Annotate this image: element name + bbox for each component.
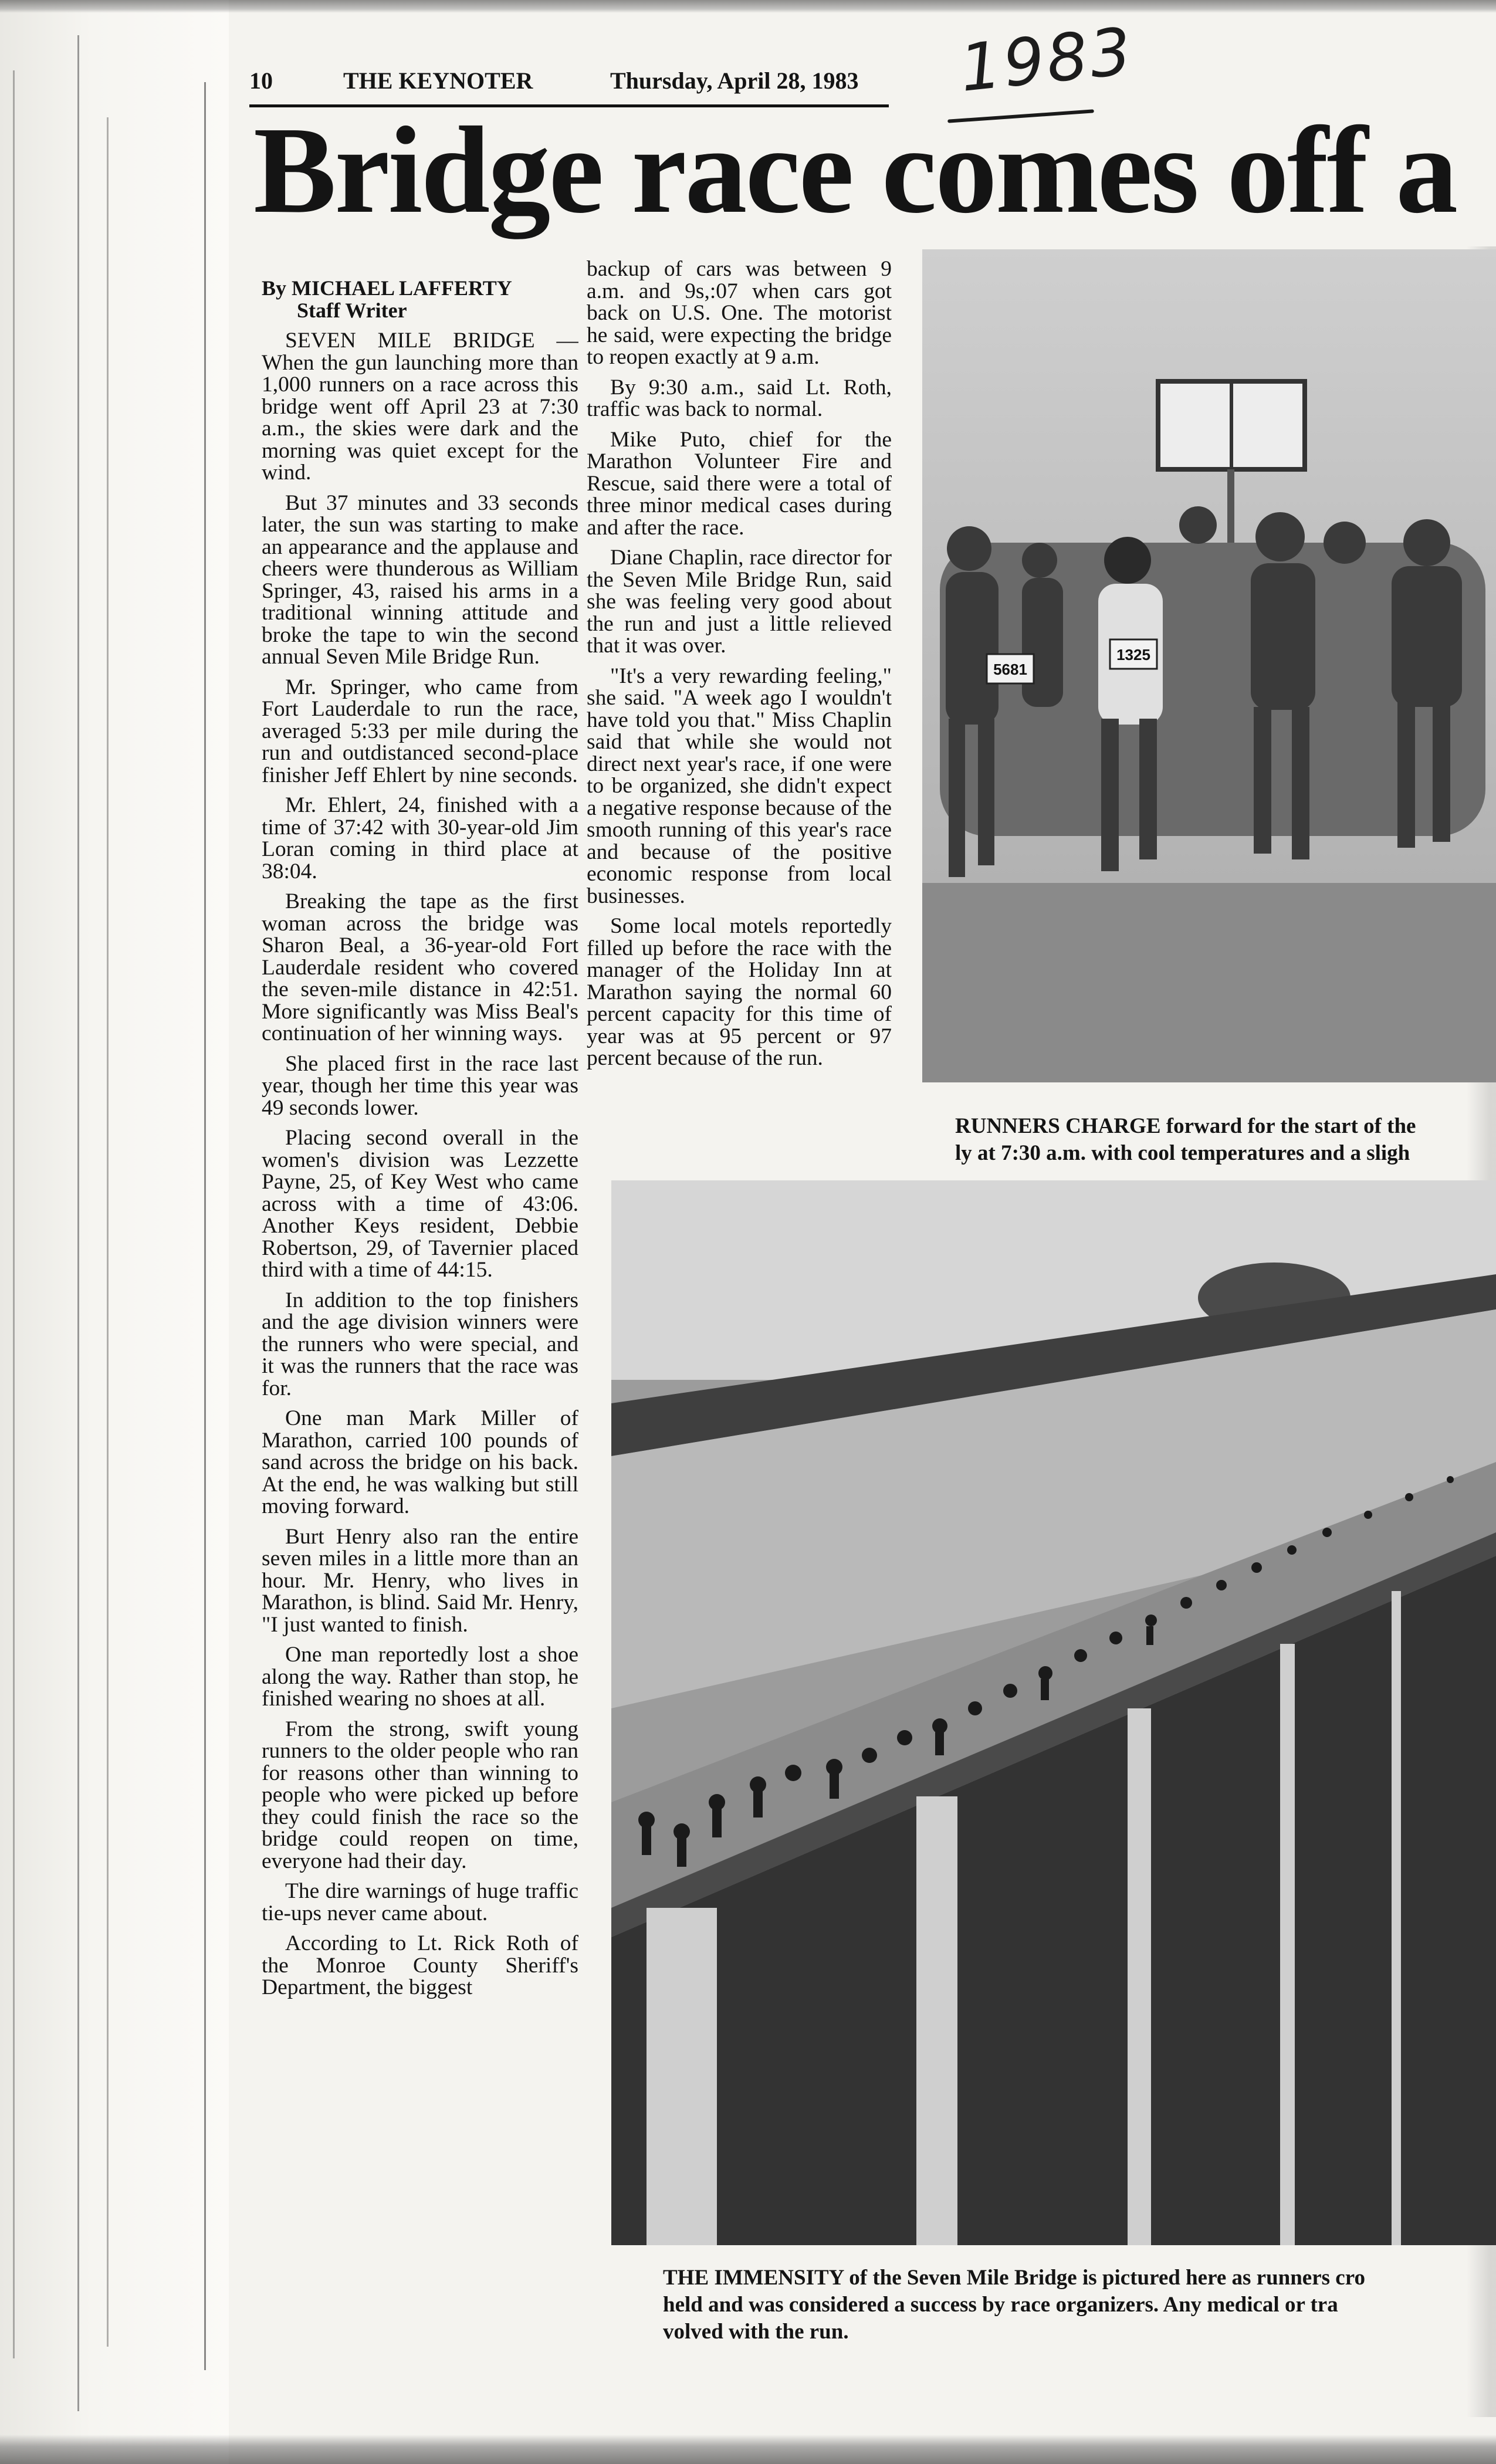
paragraph: In addition to the top finishers and the age division winners were the runners who were special, and it was the runners that the race was for. xyxy=(262,1288,578,1400)
scan-bottom-edge xyxy=(0,2435,1496,2464)
binding-margin xyxy=(0,0,229,2464)
caption-runners-line-1: RUNNERS CHARGE forward for the start of the xyxy=(955,1114,1416,1138)
byline-role: Staff Writer xyxy=(297,299,407,322)
paragraph: By 9:30 a.m., said Lt. Roth, traffic was back to normal. xyxy=(587,375,892,421)
caption-bridge xyxy=(663,2265,1496,2353)
paragraph: Burt Henry also ran the entire seven miles in a little more than an hour. Mr. Henry, who lives in Marathon, is blind. Said Mr. Henry, "I just wanted to finish. xyxy=(262,1524,578,1637)
paragraph: According to Lt. Rick Roth of the Monroe County Sheriff's Department, the biggest xyxy=(262,1931,578,1999)
paragraph: Mike Puto, chief for the Marathon Volunteer Fire and Rescue, said there were a total of three minor medical cases during and after the race. xyxy=(587,427,892,540)
paragraph: Mr. Springer, who came from Fort Lauderdale to run the race, averaged 5:33 per mile during the run and outdistanced second-place finisher Jeff Ehlert by nine seconds. xyxy=(262,675,578,787)
caption-bridge-line-2: held and was considered a success by race organizers. Any medical or tra xyxy=(663,2293,1338,2317)
headline: Bridge race comes off a xyxy=(253,101,1457,239)
paragraph: Breaking the tape as the first woman across the bridge was Sharon Beal, a 36-year-old Fort Lauderdale resident who covered the seven-mile distance in 42:51. More significantly was Miss Beal's continuation of her winning ways. xyxy=(262,889,578,1045)
page-number: 10 xyxy=(249,67,273,94)
margin-scan-line xyxy=(77,35,79,2411)
photo-bridge xyxy=(611,1180,1496,2245)
margin-scan-line xyxy=(107,117,109,2347)
article-column-1 xyxy=(262,277,578,2371)
caption-bridge-line-1: THE IMMENSITY of the Seven Mile Bridge is pictured here as runners cro xyxy=(663,2266,1365,2290)
issue-date: Thursday, April 28, 1983 xyxy=(610,67,859,94)
paper-name: THE KEYNOTER xyxy=(343,67,533,94)
paragraph: Diane Chaplin, race director for the Seven Mile Bridge Run, said she was feeling very good about the run and just a little relieved that it was over. xyxy=(587,546,892,658)
paragraph: But 37 minutes and 33 seconds later, the sun was starting to make an appearance and the applause and cheers were thunderous as William Springer, 43, raised his arms in a traditional winning attitude and broke the tape to win the second annual Seven Mile Bridge Run. xyxy=(262,490,578,669)
bridge-photo-image xyxy=(611,1180,1496,2245)
paragraph: One man Mark Miller of Marathon, carried 100 pounds of sand across the bridge on his back. At the end, he was walking but still moving forward. xyxy=(262,1406,578,1518)
paragraph: From the strong, swift young runners to the older people who ran for reasons other than winning to people who were picked up before they could finish the race so the bridge could reopen on time, everyone had their day. xyxy=(262,1717,578,1873)
paragraph: The dire warnings of huge traffic tie-ups never came about. xyxy=(262,1879,578,1925)
handwritten-year: 1983 xyxy=(956,13,1137,106)
paragraph: Mr. Ehlert, 24, finished with a time of 37:42 with 30-year-old Jim Loran coming in third place at 38:04. xyxy=(262,793,578,884)
paragraph: backup of cars was between 9 a.m. and 9s,:07 when cars got back on U.S. One. The motorist he said, were expecting the bridge to reopen exactly at 9 a.m. xyxy=(587,258,892,369)
byline xyxy=(262,277,578,321)
bib-text-left: 5681 xyxy=(993,661,1027,678)
photo-runners xyxy=(922,249,1496,1082)
runners-photo-image xyxy=(922,249,1496,1082)
bib-text-center: 1325 xyxy=(1116,646,1150,664)
paragraph: SEVEN MILE BRIDGE — When the gun launching more than 1,000 runners on a race across this bridge went off April 23 at 7:30 a.m., the skies were dark and the morning was quiet except for the wind. xyxy=(262,329,578,485)
article-column-2 xyxy=(587,258,892,1185)
caption-bridge-line-3: volved with the run. xyxy=(663,2320,849,2344)
paragraph: Some local motels reportedly filled up before the race with the manager of the Holiday Inn at Marathon saying the normal 60 percent capacity for this time of year was at 95 percent or 97 percent because of the run. xyxy=(587,914,892,1070)
scan-top-edge xyxy=(0,0,1496,13)
paragraph: She placed first in the race last year, though her time this year was 49 seconds lower. xyxy=(262,1051,578,1120)
margin-scan-line xyxy=(13,70,15,2358)
paragraph: One man reportedly lost a shoe along the way. Rather than stop, he finished wearing no shoes at all. xyxy=(262,1643,578,1711)
caption-runners-line-2: ly at 7:30 a.m. with cool temperatures and a sligh xyxy=(955,1141,1410,1165)
paragraph: Placing second overall in the women's division was Lezzette Payne, 25, of Key West who came across with a time of 43:06. Another Keys resident, Debbie Robertson, 29, of Tavernier placed third with a time of 44:15. xyxy=(262,1126,578,1282)
byline-author: By MICHAEL LAFFERTY xyxy=(262,277,512,300)
margin-scan-line xyxy=(204,82,206,2370)
paragraph: "It's a very rewarding feeling," she said. "A week ago I wouldn't have told you that." Miss Chaplin said that while she would not direct next year's race, if one were to be organized, she didn't expect a negative response because of the smooth running of this year's race and because of the positive economic response from local businesses. xyxy=(587,664,892,908)
caption-runners xyxy=(955,1113,1496,1172)
